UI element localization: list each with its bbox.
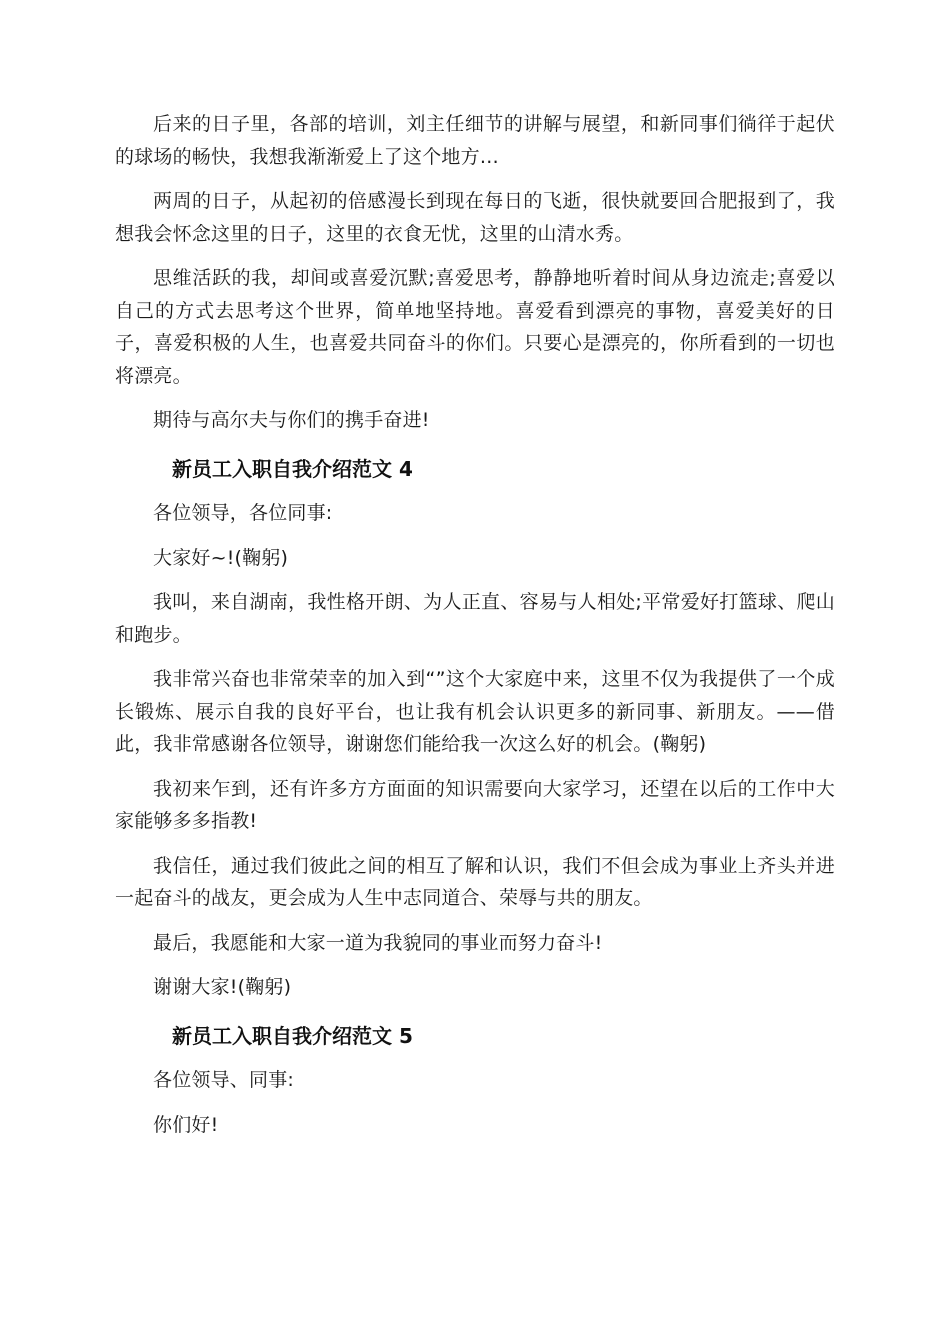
paragraph: 期待与高尔夫与你们的携手奋进!	[153, 409, 430, 431]
paragraph: 大家好~!(鞠躬)	[153, 546, 289, 569]
paragraph: 各位领导、同事:	[153, 1069, 295, 1091]
section-heading-4: 新员工入职自我介绍范文 4	[172, 456, 413, 481]
document-page	[115, 108, 835, 1141]
paragraph: 我信任，通过我们彼此之间的相互了解和认识，我们不但会成为事业上齐头并进一起奋斗的战友，更会成为人生中志同道合、荣辱与共的朋友。	[115, 854, 835, 909]
paragraph: 最后，我愿能和大家一道为我貌同的事业而努力奋斗!	[153, 931, 603, 954]
paragraph: 你们好!	[153, 1113, 219, 1136]
paragraph: 我叫，来自湖南，我性格开朗、为人正直、容易与人相处;平常爱好打篮球、爬山和跑步。	[115, 591, 835, 646]
paragraph: 我非常兴奋也非常荣幸的加入到“”这个大家庭中来，这里不仅为我提供了一个成长锻炼、展示自我的良好平台，也让我有机会认识更多的新同事、新朋友。——借此，我非常感谢各位领导，谢谢您们能给我一次这么好的机会。(鞠躬)	[115, 668, 835, 755]
paragraph: 各位领导，各位同事:	[153, 502, 333, 524]
paragraph: 后来的日子里，各部的培训，刘主任细节的讲解与展望，和新同事们徜徉于起伏的球场的畅快，我想我渐渐爱上了这个地方…	[115, 113, 835, 168]
paragraph: 我初来乍到，还有许多方方面面的知识需要向大家学习，还望在以后的工作中大家能够多多指教!	[115, 777, 835, 832]
paragraph: 谢谢大家!(鞠躬)	[153, 976, 292, 998]
section-heading-5: 新员工入职自我介绍范文 5	[172, 1023, 413, 1048]
paragraph: 两周的日子，从起初的倍感漫长到现在每日的飞逝，很快就要回合肥报到了，我想我会怀念这里的日子，这里的衣食无忧，这里的山清水秀。	[115, 190, 835, 245]
paragraph: 思维活跃的我，却间或喜爱沉默;喜爱思考，静静地听着时间从身边流走;喜爱以自己的方式去思考这个世界，简单地坚持地。喜爱看到漂亮的事物，喜爱美好的日子，喜爱积极的人生，也喜爱共同奋斗的你们。只要心是漂亮的，你所看到的一切也将漂亮。	[115, 267, 835, 387]
